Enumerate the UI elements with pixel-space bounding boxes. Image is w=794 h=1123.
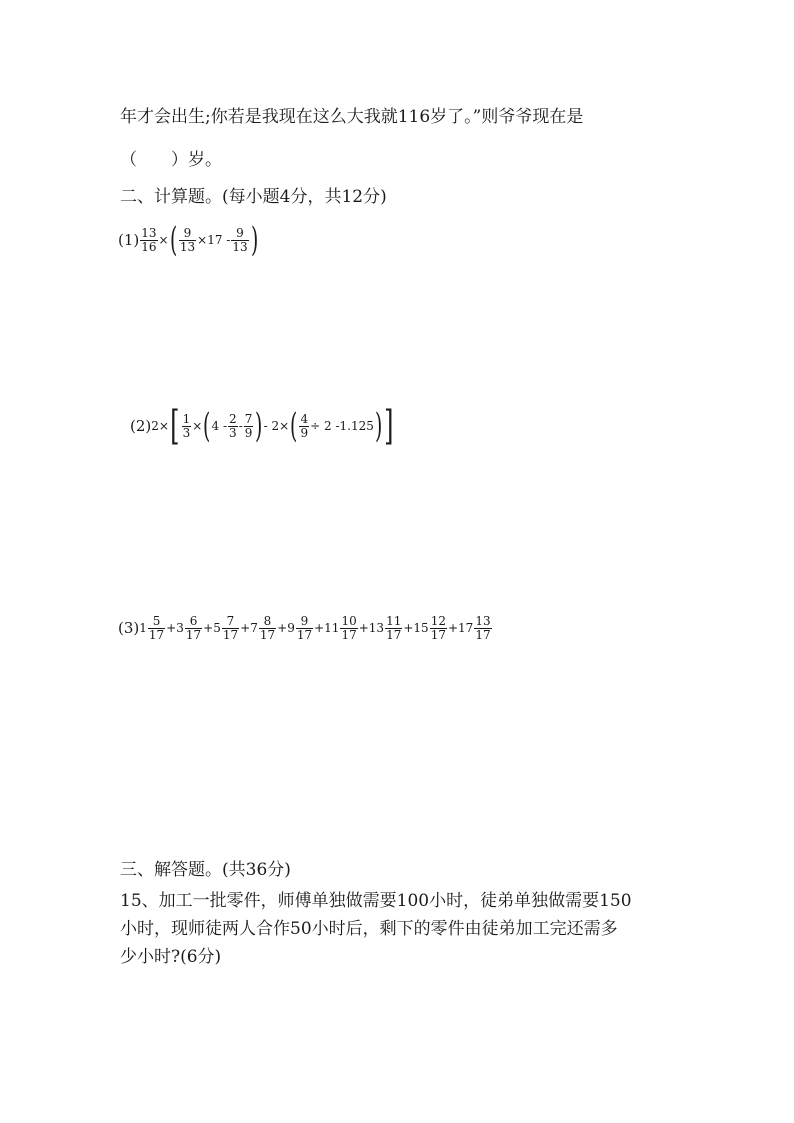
fraction: $\frac{9}{17}$	[296, 613, 313, 642]
right-bracket: ]	[384, 403, 394, 449]
right-paren: )	[250, 220, 258, 260]
question-15-line-1: 15、加工一批零件，师傅单独做需要100小时，徒弟单独做需要150	[120, 891, 632, 911]
expression-3	[118, 608, 493, 648]
fraction: $\frac{10}{17}$	[341, 613, 357, 642]
expression-text: 2×	[151, 419, 169, 433]
fraction: $\frac{11}{17}$	[386, 613, 402, 642]
question-15-line-2: 小时，现师徒两人合作50小时后，剩下的零件由徒弟加工完还需多	[120, 919, 618, 939]
operator: -	[238, 419, 243, 433]
fraction: $\frac{9}{13}$	[179, 225, 196, 254]
left-paren: (	[169, 220, 177, 260]
section-3-heading: 三、解答题。(共36分)	[120, 860, 291, 880]
plus-operator: +	[166, 621, 177, 635]
fraction: $\frac{9}{13}$	[232, 225, 248, 254]
expression-text: 4 -	[211, 419, 228, 433]
left-bracket: [	[170, 403, 180, 449]
plus-operator: +	[277, 621, 288, 635]
fraction: $\frac{1}{3}$	[182, 411, 191, 440]
expression-text: ÷ 2 -1.125	[310, 419, 374, 433]
expression-1	[118, 218, 259, 262]
whole-number: 9	[287, 621, 295, 635]
fraction: $\frac{7}{17}$	[222, 613, 239, 642]
expression-text: - 2×	[263, 419, 290, 433]
whole-number: 13	[368, 621, 385, 635]
expression-3-label: (3)	[118, 619, 140, 637]
text-line-1: 年才会出生;你若是我现在这么大我就116岁了。”则爷爷现在是	[120, 107, 584, 127]
fraction: $\frac{7}{9}$	[244, 411, 253, 440]
plus-operator: +	[314, 621, 325, 635]
operator: ×	[192, 419, 203, 433]
fraction: $\frac{6}{17}$	[185, 613, 202, 642]
fraction: $\frac{2}{3}$	[229, 411, 237, 440]
text-line-2: （ ）岁。	[120, 150, 222, 170]
whole-number: 11	[324, 621, 340, 635]
plus-operator: +	[447, 621, 459, 635]
fraction: $\frac{12}{17}$	[430, 613, 446, 642]
whole-number: 3	[176, 621, 184, 635]
expression-1-label: (1)	[118, 231, 140, 249]
fraction: $\frac{13}{17}$	[475, 613, 491, 642]
whole-number: 1	[139, 621, 147, 635]
expression-text: ×17 -	[197, 233, 231, 247]
right-paren: )	[374, 406, 383, 446]
fraction: $\frac{13}{16}$	[141, 225, 157, 254]
right-paren: )	[255, 406, 263, 446]
expression-2-label: (2)	[130, 417, 152, 435]
fraction: $\frac{8}{17}$	[259, 613, 276, 642]
whole-number: 5	[213, 621, 221, 635]
whole-number: 15	[413, 621, 429, 635]
plus-operator: +	[203, 621, 214, 635]
fraction: $\frac{4}{9}$	[300, 411, 309, 440]
fraction: $\frac{5}{17}$	[148, 613, 165, 642]
expression-2	[130, 402, 395, 450]
plus-operator: +	[358, 621, 369, 635]
left-paren: (	[290, 406, 298, 446]
section-2-heading: 二、计算题。(每小题4分，共12分)	[120, 187, 387, 207]
mixed-number-sum	[139, 615, 492, 642]
whole-number: 17	[458, 621, 474, 635]
question-15-line-3: 少小时?(6分)	[120, 947, 222, 967]
left-paren: (	[203, 406, 211, 446]
plus-operator: +	[403, 621, 414, 635]
plus-operator: +	[240, 621, 251, 635]
whole-number: 7	[250, 621, 258, 635]
operator: ×	[158, 233, 169, 247]
